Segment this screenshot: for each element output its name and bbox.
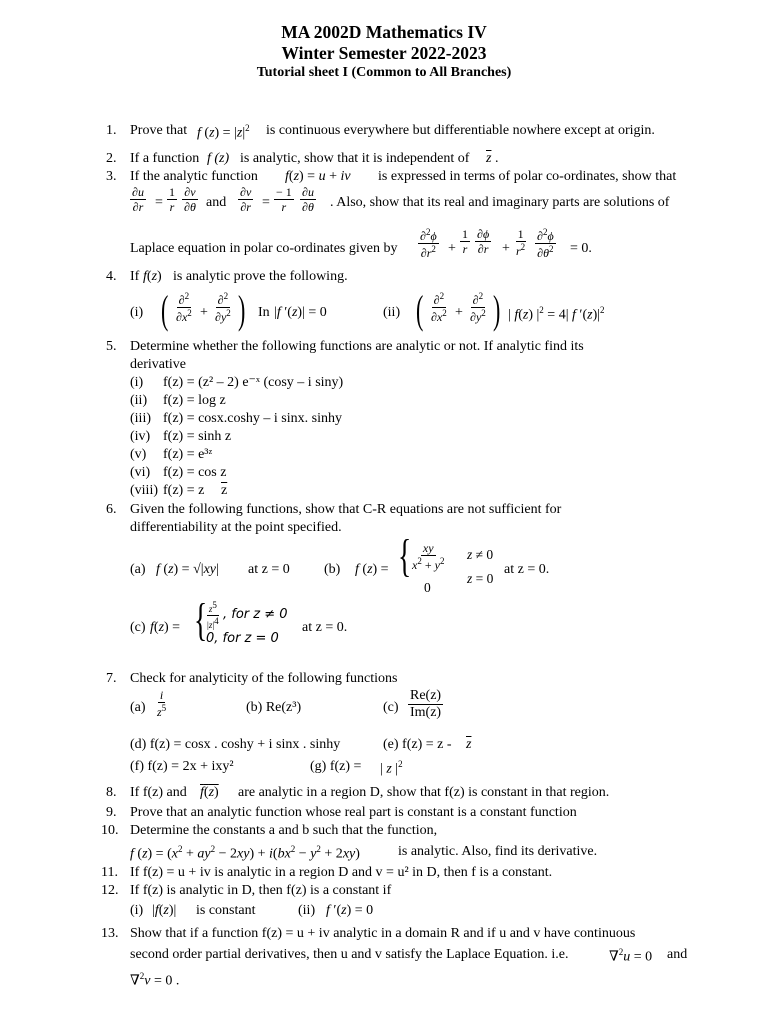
q3-du-dtheta: $\frac{\partial u}{\partial\theta}$ xyxy=(302,185,314,214)
q6-formula-b-lhs: f (z) = xyxy=(355,562,389,577)
q7-g-formula: | z $|^2$ xyxy=(380,759,403,777)
q4-label-i: (i) xyxy=(130,305,144,320)
q3-dv-dr: $\frac{\partial v}{\partial r}$ xyxy=(240,185,252,214)
q4-label-ii: (ii) xyxy=(383,305,401,320)
q7-f: (f) f(z) = 2x + ixy² xyxy=(130,759,234,774)
q5-item-fn: f(z) = cos z xyxy=(163,465,227,480)
q2-zbar: $\overline{z}$ . xyxy=(486,151,499,166)
q5-item-label: (i) xyxy=(130,375,144,390)
q5-item-fn: f(z) = (z² – 2) e⁻ˣ (cosy – i siny) xyxy=(163,375,344,390)
q6-b-case2: z = 0 xyxy=(467,571,494,586)
q5-item-fn: f(z) = log z xyxy=(163,393,226,408)
q3-and: and xyxy=(206,195,227,210)
q6-c-case1: , for z ≠ 0 xyxy=(223,607,288,622)
q8-text-pre: If f(z) and xyxy=(130,785,187,800)
q12-i-formula: |f(z)| xyxy=(152,903,177,918)
q5-text-1: Determine whether the following functions are analytic or not. If analytic find its xyxy=(130,339,584,354)
sheet-subtitle: Tutorial sheet I (Common to All Branches) xyxy=(256,65,512,80)
q6-c-at: at z = 0. xyxy=(302,620,348,635)
q5-text-2: derivative xyxy=(130,357,186,372)
q13-laplace-v: ∇$^2$v = 0 . xyxy=(130,971,180,989)
q5-item-fn: f(z) = sinh z xyxy=(163,429,232,444)
q12-label-ii: (ii) xyxy=(298,903,316,918)
q7-c-frac: $\frac{Re(z)}{Im(z)}$ xyxy=(410,688,442,720)
q5-number: 5. xyxy=(106,339,117,354)
q13-text-1: Show that if a function f(z) = u + iv analytic in a domain R and if u and v have continuous xyxy=(130,926,636,941)
q1-formula: f $(z) = |z|^2$ xyxy=(197,123,250,141)
q12-ii-formula: f ′(z) = 0 xyxy=(326,903,374,918)
q11-number: 11. xyxy=(101,865,118,880)
q7-e-zbar: $\overline{z}$ xyxy=(466,737,472,752)
q11-text: If f(z) = u + iv is analytic in a region D and v = u² in D, then f is a constant. xyxy=(130,865,553,880)
q6-formula-a: f (z) = √|xy| xyxy=(156,562,219,577)
q4-number: 4. xyxy=(106,269,117,284)
q4-formula-ii: | f(z) $|^2 = 4|$ f $'(z)|^2$ xyxy=(508,305,605,323)
q7-d: (d) f(z) = cosx . coshy + i sinx . sinhy xyxy=(130,737,341,752)
q3-text-1: If the analytic function xyxy=(130,169,258,184)
q5-item-label: (vi) xyxy=(130,465,151,480)
q10-number: 10. xyxy=(101,823,119,838)
q6-formula-c-lhs: f(z) = xyxy=(150,620,181,635)
q9-number: 9. xyxy=(106,805,117,820)
q6-text-2: differentiability at the point specified. xyxy=(130,520,342,535)
q6-b-case1: z ≠ 0 xyxy=(467,547,494,562)
q6-b-at: at z = 0. xyxy=(504,562,550,577)
q12-number: 12. xyxy=(101,883,119,898)
q3-minus1-over-r: $\frac{- 1}{r}$ xyxy=(276,185,292,214)
q13-laplace-u: ∇$^2$u = 0 xyxy=(609,947,653,965)
q3-formula-fz: f(z) = u + iv xyxy=(285,169,351,184)
q1-text-pre: Prove that xyxy=(130,123,188,138)
q3-text-3: Laplace equation in polar co-ordinates given by xyxy=(130,241,398,256)
q5-item-fn: f(z) = e³ᶻ xyxy=(163,447,213,462)
q3-laplace-term1: $\frac{\partial^2\phi}{\partial r^2}$ xyxy=(420,227,437,260)
q5-item-fn: f(z) = z xyxy=(163,483,205,498)
q6-text-1: Given the following functions, show that C-R equations are not sufficient for xyxy=(130,502,562,517)
q6-label-b: (b) xyxy=(324,562,341,577)
q7-title: Check for analyticity of the following functions xyxy=(130,671,398,686)
q9-text: Prove that an analytic function whose real part is constant is a constant function xyxy=(130,805,577,820)
q7-number: 7. xyxy=(106,671,117,686)
q5-item-label: (v) xyxy=(130,447,147,462)
q6-label-c: (c) xyxy=(130,620,146,635)
q4-text: If xyxy=(130,269,140,284)
q10-text-2: is analytic. Also, find its derivative. xyxy=(398,844,598,859)
q4-text-b: is analytic prove the following. xyxy=(173,269,348,284)
q12-label-i: (i) xyxy=(130,903,144,918)
q8-fzbar: f(z) xyxy=(200,785,219,800)
q8-text-post: are analytic in a region D, show that f(z) is constant in that region. xyxy=(238,785,610,800)
q3-laplace-term2: $\frac{\partial\phi}{\partial r}$ xyxy=(477,227,490,256)
q6-formula-c-frac: $\frac{z^5}{|z|^4}$ xyxy=(207,600,219,630)
q6-label-a: (a) xyxy=(130,562,146,577)
q3-number: 3. xyxy=(106,169,117,184)
q2-number: 2. xyxy=(106,151,117,166)
q13-text-2: second order partial derivatives, then u and v satisfy the Laplace Equation. i.e. xyxy=(130,947,569,962)
q4-fz: f(z) xyxy=(143,269,162,284)
q5-item-fn: f(z) = cosx.coshy – i sinx. sinhy xyxy=(163,411,342,426)
q5-zbar: $\overline{z}$ xyxy=(221,483,228,498)
q7-label-c: (c) xyxy=(383,700,399,715)
q5-item-label: (viii) xyxy=(130,483,158,498)
q3-text-1b: is expressed in terms of polar co-ordinates, show that xyxy=(378,169,677,184)
q12-text: If f(z) is analytic in D, then f(z) is a constant if xyxy=(130,883,392,898)
q3-dv-dtheta: $\frac{\partial v}{\partial\theta}$ xyxy=(184,185,196,214)
q2-text-post: is analytic, show that it is independent of xyxy=(240,151,470,166)
q3-laplace-term3: $\frac{\partial^2\phi}{\partial\theta^2}$ xyxy=(537,227,554,260)
q4-ln: In xyxy=(258,305,270,320)
q13-and: and xyxy=(667,947,688,962)
q10-formula: f $(z) = (x^2 + ay^2 - 2xy) + i(bx^2 - y^2 + 2xy)$ xyxy=(130,844,360,862)
q3-text-2: . Also, show that its real and imaginary parts are solutions of xyxy=(330,195,670,210)
q1-number: 1. xyxy=(106,123,117,138)
q7-b: (b) Re(z³) xyxy=(246,700,302,715)
q13-number: 13. xyxy=(101,926,119,941)
q6-a-at: at z = 0 xyxy=(248,562,290,577)
q1-text-post: is continuous everywhere but differentiable nowhere except at origin. xyxy=(266,123,655,138)
course-title: MA 2002D Mathematics IV xyxy=(281,22,487,42)
q7-g: (g) f(z) = xyxy=(310,759,362,774)
semester-title: Winter Semester 2022-2023 xyxy=(281,43,487,63)
q5-item-label: (ii) xyxy=(130,393,148,408)
q6-formula-b-frac: $\frac{xy}{x^2 + y^2}$ xyxy=(412,541,445,572)
q7-label-a: (a) xyxy=(130,700,146,715)
q3-du-dr: $\frac{\partial u}{\partial r}$ xyxy=(132,185,144,214)
q7-e: (e) f(z) = z - xyxy=(383,737,452,752)
q6-c-case2: 0, for z = 0 xyxy=(206,631,279,646)
q4-formula-i: |f ′(z)| = 0 xyxy=(274,305,327,320)
q5-item-label: (iv) xyxy=(130,429,151,444)
q6-number: 6. xyxy=(106,502,117,517)
q12-i-post: is constant xyxy=(196,903,256,918)
q10-text-1: Determine the constants a and b such that the function, xyxy=(130,823,438,838)
q8-number: 8. xyxy=(106,785,117,800)
q2-formula: f (z) xyxy=(207,151,230,166)
q2-text-pre: If a function xyxy=(130,151,200,166)
q5-item-label: (iii) xyxy=(130,411,151,426)
q7-a-frac: $\frac{i}{z^5}$ xyxy=(157,688,167,719)
q3-1-over-r: $\frac{1}{r}$ xyxy=(169,185,175,214)
